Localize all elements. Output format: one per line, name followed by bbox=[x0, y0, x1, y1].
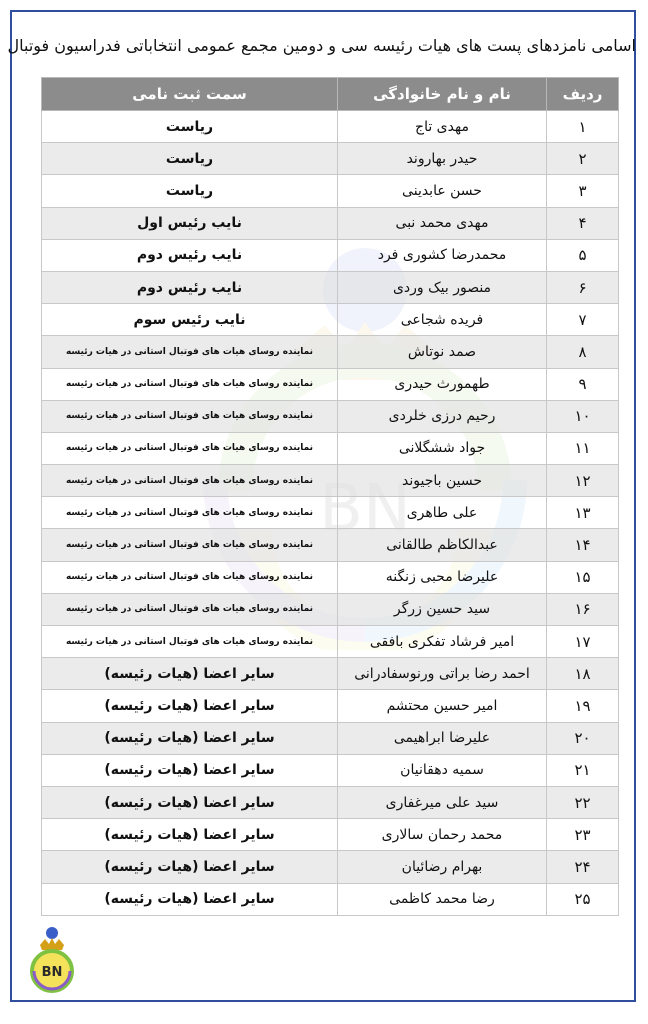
row-number: ۱۰ bbox=[547, 400, 619, 432]
candidate-position: سایر اعضا (هیات رئیسه) bbox=[42, 851, 338, 883]
candidate-position: نماینده روسای هیات های فوتبال استانی در هیات رئیسه bbox=[42, 529, 338, 561]
candidate-name: امیر فرشاد تفکری بافقی bbox=[338, 626, 547, 658]
table-row bbox=[42, 497, 619, 529]
page-title: اسامی نامزدهای پست های هیات رئیسه سی و دومین مجمع عمومی انتخاباتی فدراسیون فوتبال bbox=[7, 36, 636, 55]
row-number: ۱۵ bbox=[547, 561, 619, 593]
candidate-name: حسن عابدینی bbox=[338, 175, 547, 207]
candidate-name: فریده شجاعی bbox=[338, 304, 547, 336]
candidate-position: نماینده روسای هیات های فوتبال استانی در هیات رئیسه bbox=[42, 336, 338, 368]
candidate-name: امیر حسین محتشم bbox=[338, 690, 547, 722]
candidate-position: نماینده روسای هیات های فوتبال استانی در هیات رئیسه bbox=[42, 626, 338, 658]
row-number: ۱۶ bbox=[547, 593, 619, 625]
candidate-name: محمدرضا کشوری فرد bbox=[338, 239, 547, 271]
candidate-name: احمد رضا براتی ورنوسفادرانی bbox=[338, 658, 547, 690]
row-number: ۲ bbox=[547, 143, 619, 175]
candidate-name: حیدر بهاروند bbox=[338, 143, 547, 175]
row-number: ۱۴ bbox=[547, 529, 619, 561]
header-full-name: نام و نام خانوادگی bbox=[338, 78, 547, 111]
candidate-name: سمیه دهقانیان bbox=[338, 754, 547, 786]
candidate-position: نماینده روسای هیات های فوتبال استانی در هیات رئیسه bbox=[42, 497, 338, 529]
candidate-position: نماینده روسای هیات های فوتبال استانی در هیات رئیسه bbox=[42, 593, 338, 625]
row-number: ۱ bbox=[547, 111, 619, 143]
candidate-position: نایب رئیس سوم bbox=[42, 304, 338, 336]
row-number: ۸ bbox=[547, 336, 619, 368]
table-row bbox=[42, 175, 619, 207]
table-row bbox=[42, 304, 619, 336]
table-row bbox=[42, 593, 619, 625]
table-row bbox=[42, 207, 619, 239]
table-row bbox=[42, 851, 619, 883]
candidates-table bbox=[41, 77, 619, 916]
table-row bbox=[42, 690, 619, 722]
candidate-name: محمد رحمان سالاری bbox=[338, 819, 547, 851]
logo-text: BN bbox=[41, 965, 63, 980]
table-row bbox=[42, 465, 619, 497]
candidate-position: سایر اعضا (هیات رئیسه) bbox=[42, 658, 338, 690]
table-row bbox=[42, 754, 619, 786]
table-row bbox=[42, 722, 619, 754]
table-row bbox=[42, 368, 619, 400]
table-row bbox=[42, 561, 619, 593]
candidate-name: جواد ششگلانی bbox=[338, 432, 547, 464]
candidate-position: نایب رئیس دوم bbox=[42, 271, 338, 303]
row-number: ۷ bbox=[547, 304, 619, 336]
row-number: ۵ bbox=[547, 239, 619, 271]
candidate-position: سایر اعضا (هیات رئیسه) bbox=[42, 690, 338, 722]
table-row bbox=[42, 336, 619, 368]
table-row bbox=[42, 626, 619, 658]
candidate-position: سایر اعضا (هیات رئیسه) bbox=[42, 754, 338, 786]
table-row bbox=[42, 658, 619, 690]
candidate-position: سایر اعضا (هیات رئیسه) bbox=[42, 786, 338, 818]
row-number: ۱۸ bbox=[547, 658, 619, 690]
table-header-row bbox=[42, 78, 619, 111]
candidate-position: نماینده روسای هیات های فوتبال استانی در هیات رئیسه bbox=[42, 561, 338, 593]
row-number: ۳ bbox=[547, 175, 619, 207]
candidate-name: سید حسین زرگر bbox=[338, 593, 547, 625]
candidate-position: نماینده روسای هیات های فوتبال استانی در هیات رئیسه bbox=[42, 432, 338, 464]
candidate-name: رحیم درزی خلردی bbox=[338, 400, 547, 432]
table-row bbox=[42, 271, 619, 303]
candidate-name: مهدی محمد نبی bbox=[338, 207, 547, 239]
table-row bbox=[42, 111, 619, 143]
row-number: ۱۷ bbox=[547, 626, 619, 658]
table-row bbox=[42, 400, 619, 432]
candidate-name: مهدی تاج bbox=[338, 111, 547, 143]
table-row bbox=[42, 239, 619, 271]
candidate-name: بهرام رضائیان bbox=[338, 851, 547, 883]
table-row bbox=[42, 883, 619, 915]
row-number: ۲۳ bbox=[547, 819, 619, 851]
table-row bbox=[42, 432, 619, 464]
row-number: ۶ bbox=[547, 271, 619, 303]
candidate-position: سایر اعضا (هیات رئیسه) bbox=[42, 883, 338, 915]
row-number: ۴ bbox=[547, 207, 619, 239]
table-row bbox=[42, 786, 619, 818]
candidate-name: علیرضا محبی زنگنه bbox=[338, 561, 547, 593]
candidate-name: منصور بیک وردی bbox=[338, 271, 547, 303]
candidate-position: نماینده روسای هیات های فوتبال استانی در هیات رئیسه bbox=[42, 400, 338, 432]
candidate-position: سایر اعضا (هیات رئیسه) bbox=[42, 722, 338, 754]
candidate-position: ریاست bbox=[42, 111, 338, 143]
candidate-name: حسین باجیوند bbox=[338, 465, 547, 497]
row-number: ۱۲ bbox=[547, 465, 619, 497]
row-number: ۱۹ bbox=[547, 690, 619, 722]
candidate-name: علیرضا ابراهیمی bbox=[338, 722, 547, 754]
candidate-position: نماینده روسای هیات های فوتبال استانی در هیات رئیسه bbox=[42, 368, 338, 400]
table-row bbox=[42, 819, 619, 851]
table-row bbox=[42, 143, 619, 175]
candidate-name: علی طاهری bbox=[338, 497, 547, 529]
candidate-name: رضا محمد کاظمی bbox=[338, 883, 547, 915]
header-position: سمت ثبت نامی bbox=[42, 78, 338, 111]
candidate-name: صمد نوتاش bbox=[338, 336, 547, 368]
bn-logo-icon bbox=[26, 925, 78, 995]
candidate-name: سید علی میرغفاری bbox=[338, 786, 547, 818]
row-number: ۲۴ bbox=[547, 851, 619, 883]
candidate-position: ریاست bbox=[42, 175, 338, 207]
row-number: ۲۱ bbox=[547, 754, 619, 786]
candidate-position: ریاست bbox=[42, 143, 338, 175]
row-number: ۱۱ bbox=[547, 432, 619, 464]
table-row bbox=[42, 529, 619, 561]
candidate-position: سایر اعضا (هیات رئیسه) bbox=[42, 819, 338, 851]
candidate-position: نایب رئیس اول bbox=[42, 207, 338, 239]
row-number: ۲۵ bbox=[547, 883, 619, 915]
candidate-position: نماینده روسای هیات های فوتبال استانی در هیات رئیسه bbox=[42, 465, 338, 497]
candidate-name: عبدالکاظم طالقانی bbox=[338, 529, 547, 561]
row-number: ۲۰ bbox=[547, 722, 619, 754]
row-number: ۲۲ bbox=[547, 786, 619, 818]
candidate-name: طهمورث حیدری bbox=[338, 368, 547, 400]
row-number: ۱۳ bbox=[547, 497, 619, 529]
candidate-position: نایب رئیس دوم bbox=[42, 239, 338, 271]
row-number: ۹ bbox=[547, 368, 619, 400]
header-row-number: ردیف bbox=[547, 78, 619, 111]
